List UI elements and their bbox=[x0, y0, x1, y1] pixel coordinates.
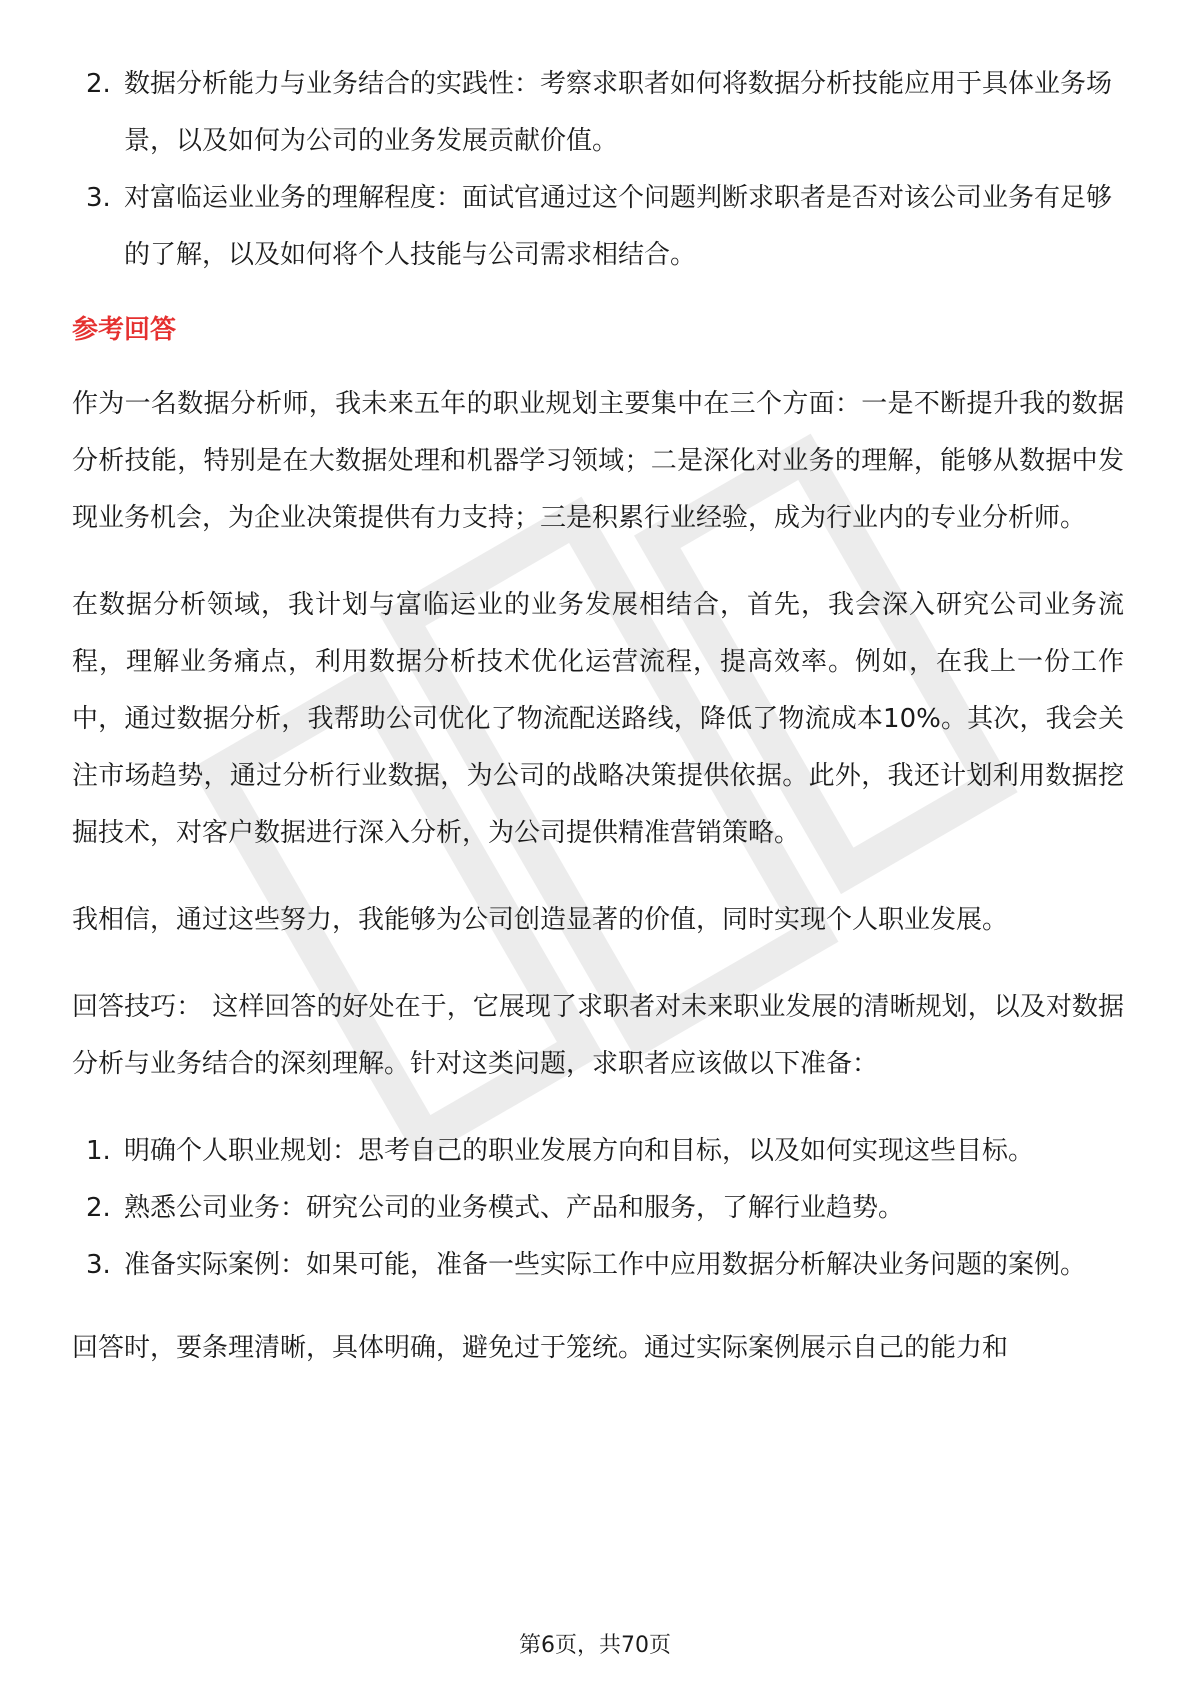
list-item-text: 准备实际案例：如果可能，准备一些实际工作中应用数据分析解决业务问题的案例。 bbox=[124, 1250, 1087, 1280]
answer-tips-label: 回答技巧： bbox=[72, 992, 203, 1022]
list-number: 3. bbox=[86, 183, 111, 213]
list-number: 1. bbox=[86, 1136, 111, 1166]
page-number-footer: 第6页，共70页 bbox=[519, 1633, 671, 1658]
list-item bbox=[72, 1180, 1124, 1237]
answer-paragraph: 在数据分析领域，我计划与富临运业的业务发展相结合，首先，我会深入研究公司业务流程，理解业务痛点，利用数据分析技术优化运营流程，提高效率。例如，在我上一份工作中，通过数据分析，我帮助公司优化了物流配送路线，降低了物流成本10%。其次，我会关注市场趋势，通过分析行业数据，为公司的战略决策提供依据。此外，我还计划利用数据挖掘技术，对客户数据进行深入分析，为公司提供精准营销策略。 bbox=[72, 590, 1124, 848]
answer-tips-text: 这样回答的好处在于，它展现了求职者对未来职业发展的清晰规划，以及对数据分析与业务结合的深刻理解。针对这类问题，求职者应该做以下准备： bbox=[72, 992, 1124, 1079]
list-item-text: 明确个人职业规划：思考自己的职业发展方向和目标，以及如何实现这些目标。 bbox=[124, 1136, 1035, 1166]
answer-paragraph: 我相信，通过这些努力，我能够为公司创造显著的价值，同时实现个人职业发展。 bbox=[72, 905, 1009, 935]
preparation-list bbox=[72, 1123, 1124, 1294]
section-heading-reference-answer: 参考回答 bbox=[72, 315, 177, 345]
closing-paragraph: 回答时，要条理清晰，具体明确，避免过于笼统。通过实际案例展示自己的能力和 bbox=[72, 1333, 1009, 1363]
answer-tips-paragraph bbox=[72, 979, 1124, 1093]
list-number: 2. bbox=[86, 69, 111, 99]
list-item-text: 数据分析能力与业务结合的实践性：考察求职者如何将数据分析技能应用于具体业务场景，以及如何为公司的业务发展贡献价值。 bbox=[124, 69, 1113, 156]
list-item bbox=[72, 1237, 1124, 1294]
list-item bbox=[72, 56, 1124, 170]
page-content bbox=[72, 56, 1124, 1407]
answer-paragraph: 作为一名数据分析师，我未来五年的职业规划主要集中在三个方面：一是不断提升我的数据分析技能，特别是在大数据处理和机器学习领域；二是深化对业务的理解，能够从数据中发现业务机会，为企业决策提供有力支持；三是积累行业经验，成为行业内的专业分析师。 bbox=[72, 389, 1124, 533]
list-number: 2. bbox=[86, 1193, 111, 1223]
list-item bbox=[72, 170, 1124, 284]
list-item-text: 对富临运业业务的理解程度：面试官通过这个问题判断求职者是否对该公司业务有足够的了解，以及如何将个人技能与公司需求相结合。 bbox=[124, 183, 1113, 270]
list-number: 3. bbox=[86, 1250, 111, 1280]
list-item bbox=[72, 1123, 1124, 1180]
evaluation-points-list bbox=[72, 56, 1124, 284]
list-item-text: 熟悉公司业务：研究公司的业务模式、产品和服务，了解行业趋势。 bbox=[124, 1193, 905, 1223]
